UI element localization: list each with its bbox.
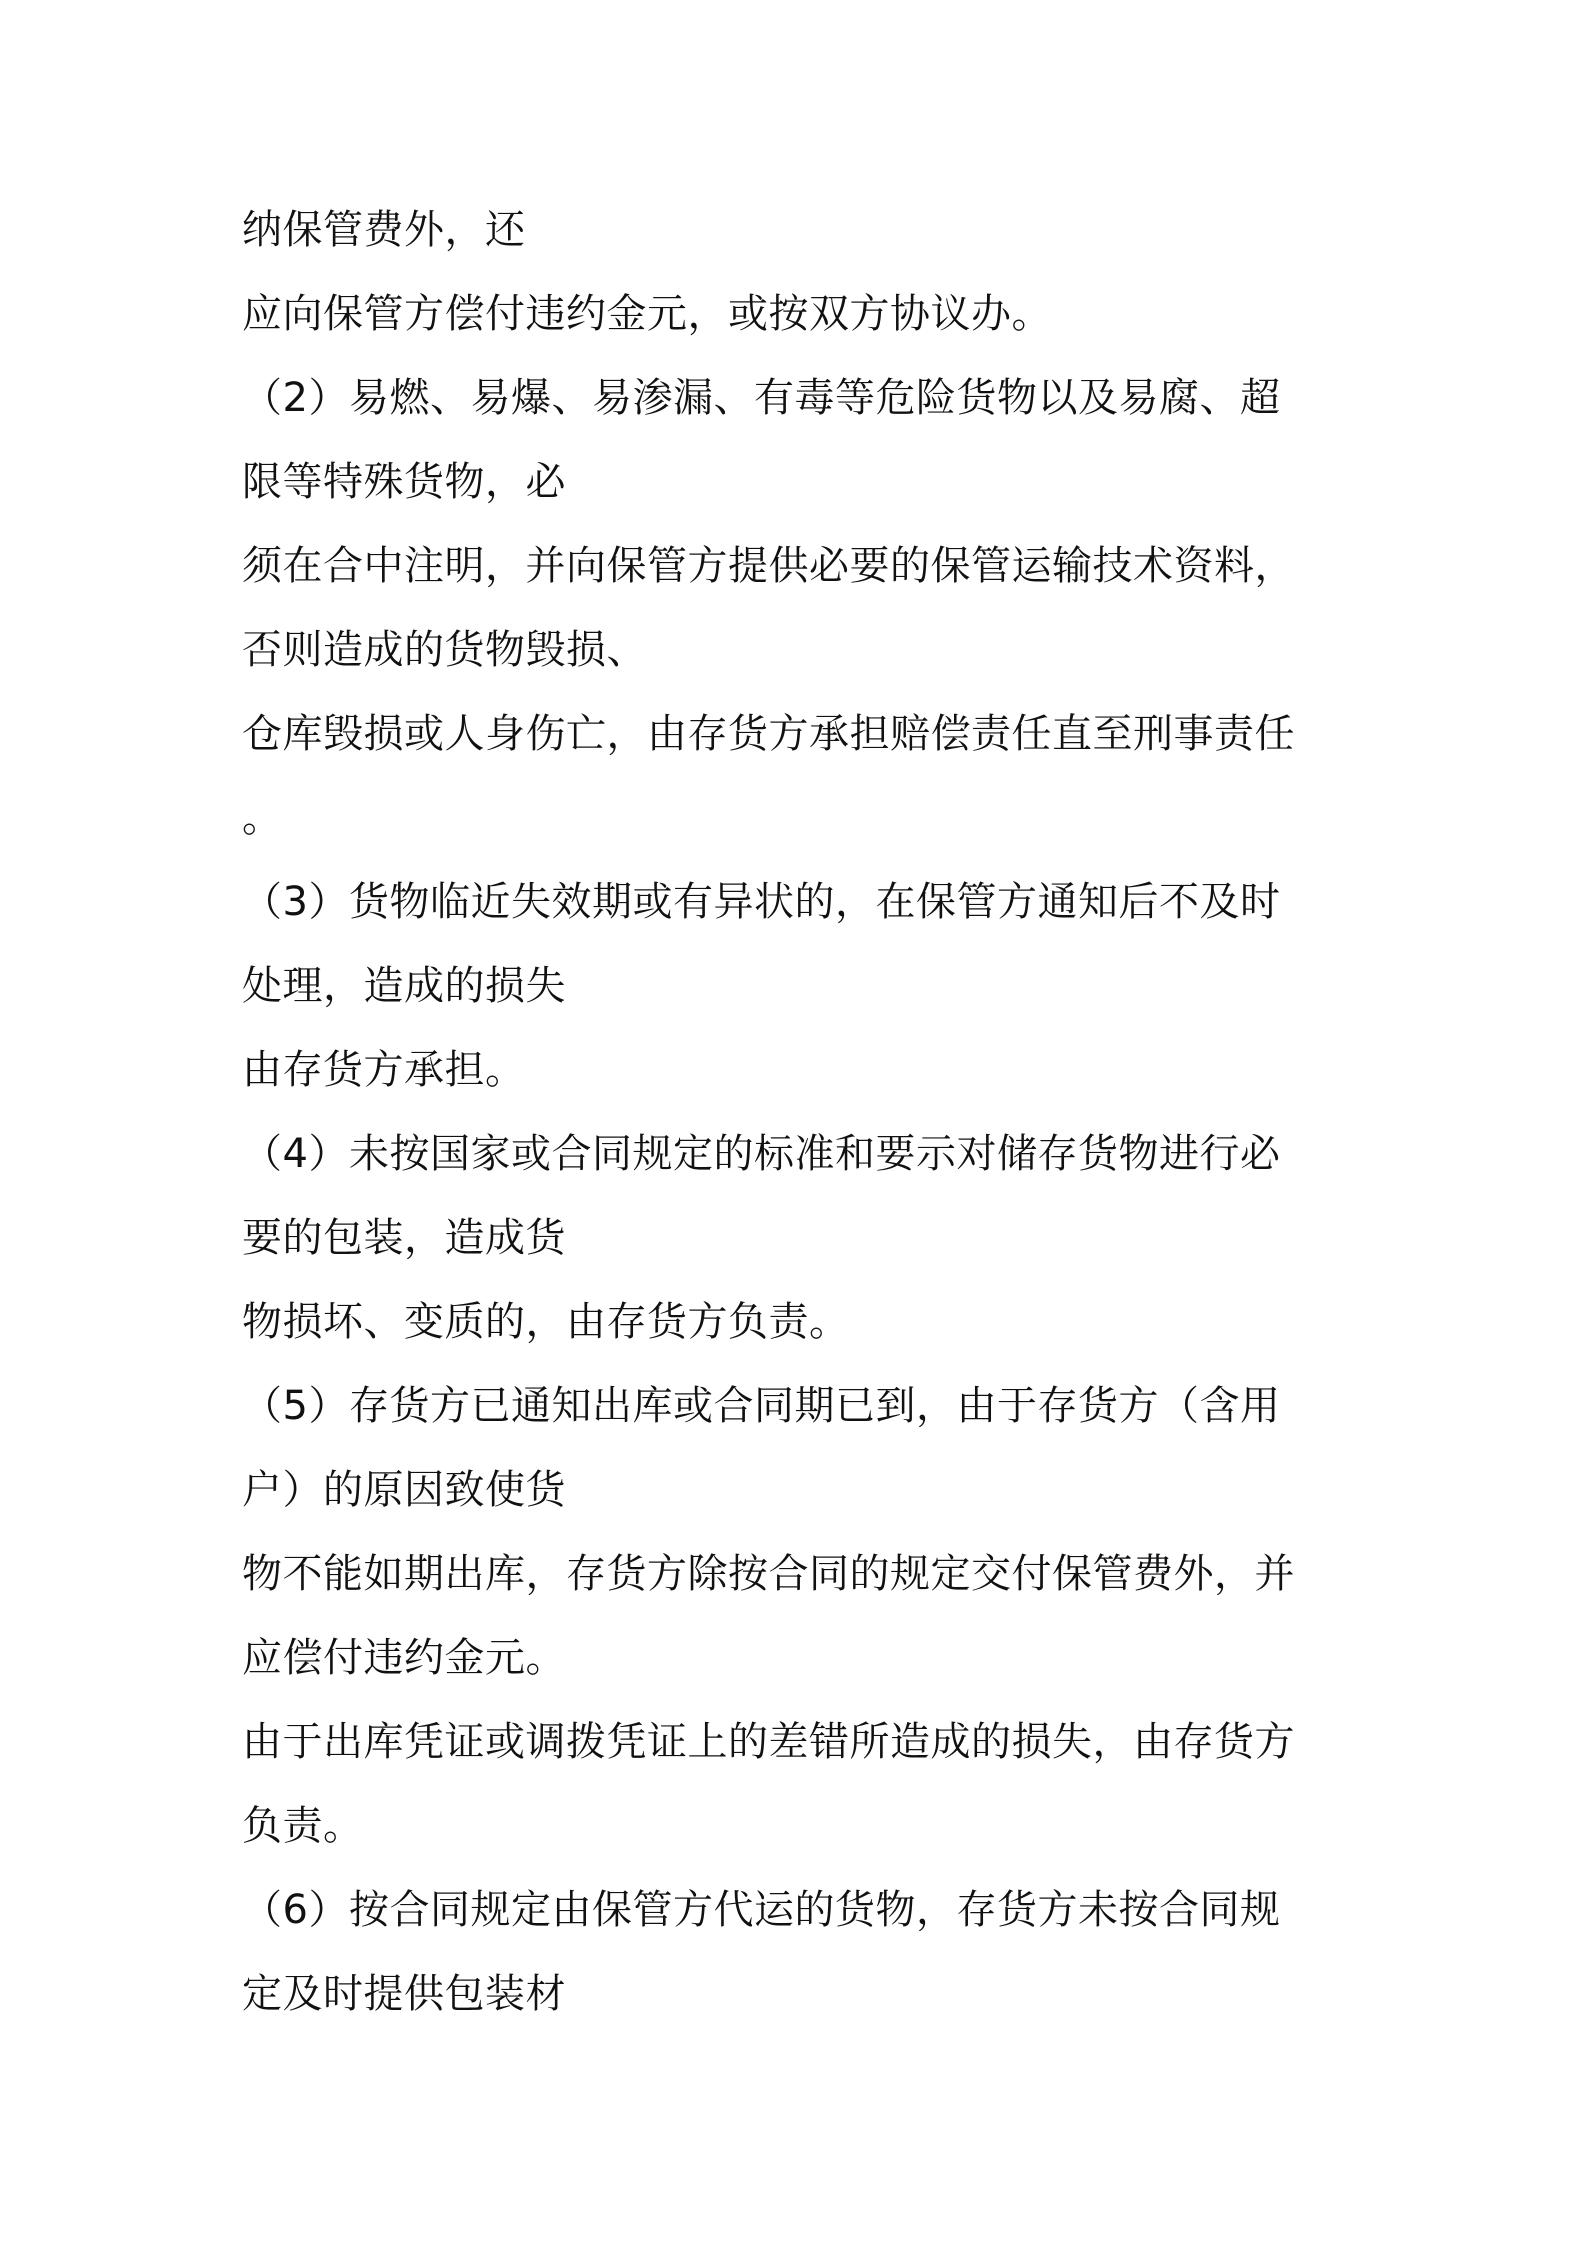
text-line: （4）未按国家或合同规定的标准和要示对储存货物进行必 [242,1131,1281,1177]
text-line: 物损坏、变质的，由存货方负责。 [242,1299,850,1345]
text-line: 负责。 [242,1803,364,1849]
text-line: （5）存货方已通知出库或合同期已到，由于存货方（含用 [242,1383,1281,1429]
text-line: 须在合中注明，并向保管方提供必要的保管运输技术资料， [242,543,1295,589]
text-line: 物不能如期出库，存货方除按合同的规定交付保管费外，并 [242,1551,1295,1597]
text-line: 处理，造成的损失 [242,963,566,1009]
text-line: 仓库毁损或人身伤亡，由存货方承担赔偿责任直至刑事责任 [242,711,1295,757]
text-line: 限等特殊货物，必 [242,459,566,505]
text-line: 应偿付违约金元。 [242,1635,566,1681]
text-line: （3）货物临近失效期或有异状的，在保管方通知后不及时 [242,879,1281,925]
text-line: 。 [242,795,283,841]
text-line: 纳保管费外，还 [242,207,526,253]
text-line: 应向保管方偿付违约金元，或按双方协议办。 [242,291,1052,337]
contract-text [242,188,1362,2036]
text-line: 由存货方承担。 [242,1047,526,1093]
text-line: （6）按合同规定由保管方代运的货物，存货方未按合同规 [242,1887,1281,1933]
text-line: 否则造成的货物毁损、 [242,627,647,673]
text-line: 由于出库凭证或调拨凭证上的差错所造成的损失，由存货方 [242,1719,1295,1765]
text-line: 户）的原因致使货 [242,1467,566,1513]
text-line: 要的包装，造成货 [242,1215,566,1261]
text-line: （2）易燃、易爆、易渗漏、有毒等危险货物以及易腐、超 [242,375,1281,421]
text-line: 定及时提供包装材 [242,1971,566,2017]
